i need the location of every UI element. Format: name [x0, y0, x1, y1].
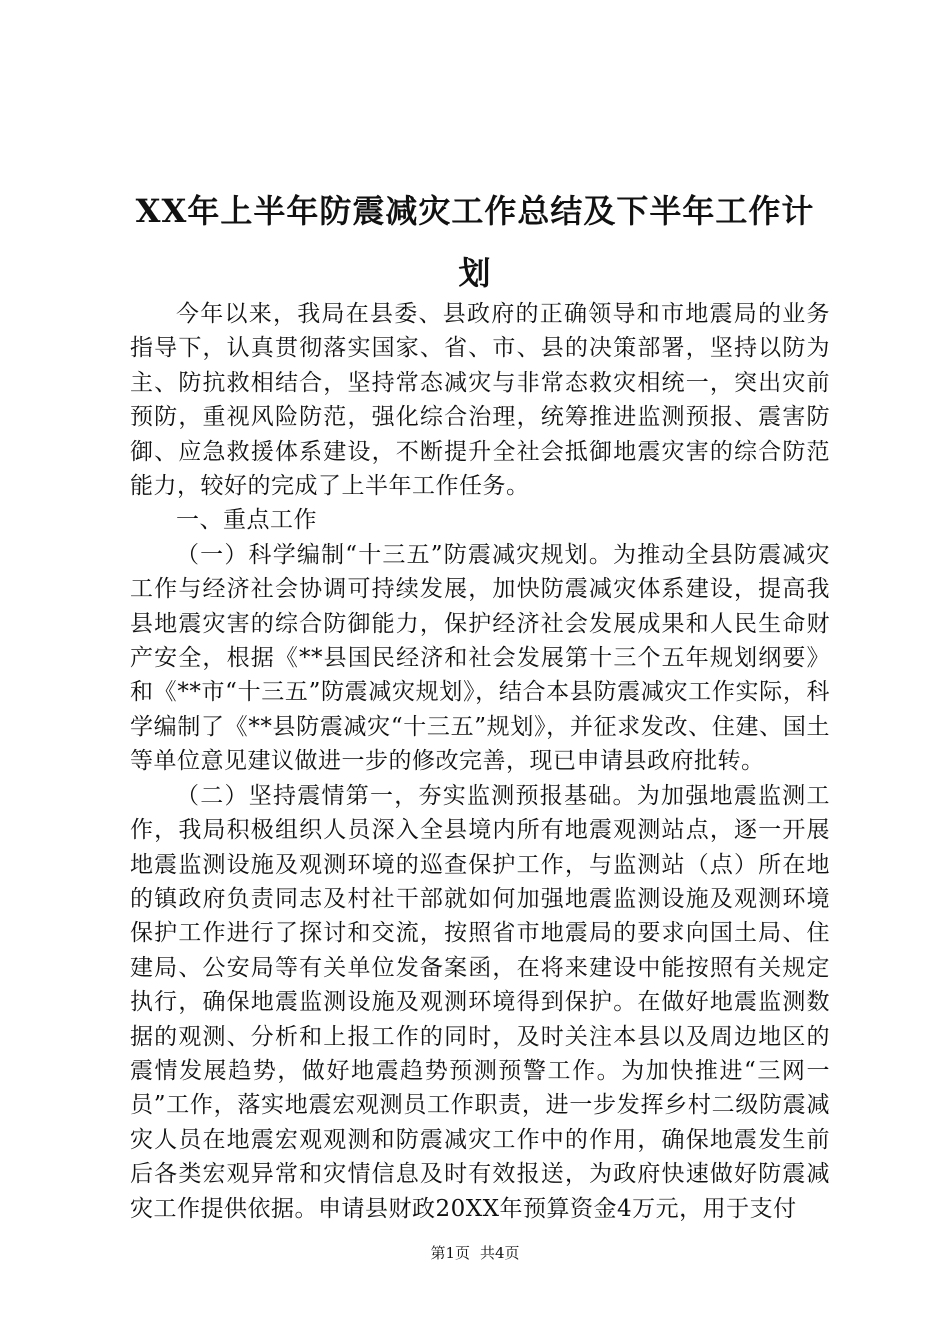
section-heading-key-work: 一、重点工作 — [176, 507, 317, 534]
page-number: 第1页 — [430, 1244, 470, 1262]
paragraph-intro: 今年以来，我局在县委、县政府的正确领导和市地震局的业务指导下，认真贯彻落实国家、省、市、县的决策部署，坚持以防为主、防抗救相结合，坚持常态减灾与非常态救灾相统一，突出灾前预防，重视风险防范，强化综合治理，统筹推进监测预报、震害防御、应急救援体系建设，不断提升全社会抵御地震灾害的综合防范能力，较好的完成了上半年工作任务。 — [130, 301, 830, 500]
document-title: XX年上半年防震减灾工作总结及下半年工作计划 — [135, 192, 815, 292]
page-footer — [0, 1242, 950, 1263]
document-body — [130, 297, 830, 1226]
paragraph-planning: （一）科学编制“十三五”防震减灾规划。为推动全县防震减灾工作与经济社会协调可持续发展，加快防震减灾体系建设，提高我县地震灾害的综合防御能力，保护经济社会发展成果和人民生命财产安全，根据《**县国民经济和社会发展第十三个五年规划纲要》和《**市“十三五”防震减灾规划》，结合本县防震减灾工作实际，科学编制了《**县防震减灾“十三五”规划》，并征求发改、住建、国土等单位意见建议做进一步的修改完善，现已申请县政府批转。 — [130, 541, 830, 775]
page-total: 共4页 — [480, 1244, 520, 1262]
paragraph-monitoring: （二）坚持震情第一，夯实监测预报基础。为加强地震监测工作，我局积极组织人员深入全县境内所有地震观测站点，逐一开展地震监测设施及观测环境的巡查保护工作，与监测站（点）所在地的镇政府负责同志及村社干部就如何加强地震监测设施及观测环境保护工作进行了探讨和交流，按照省市地震局的要求向国土局、住建局、公安局等有关单位发备案函，在将来建设中能按照有关规定执行，确保地震监测设施及观测环境得到保护。在做好地震监测数据的观测、分析和上报工作的同时，及时关注本县以及周边地区的震情发展趋势，做好地震趋势预测预警工作。为加快推进“三网一员”工作，落实地震宏观测员工作职责，进一步发挥乡村二级防震减灾人员在地震宏观观测和防震减灾工作中的作用，确保地震发生前后各类宏观异常和灾情信息及时有效报送，为政府快速做好防震减灾工作提供依据。申请县财政20XX年预算资金4万元，用于支付 — [130, 782, 830, 1222]
